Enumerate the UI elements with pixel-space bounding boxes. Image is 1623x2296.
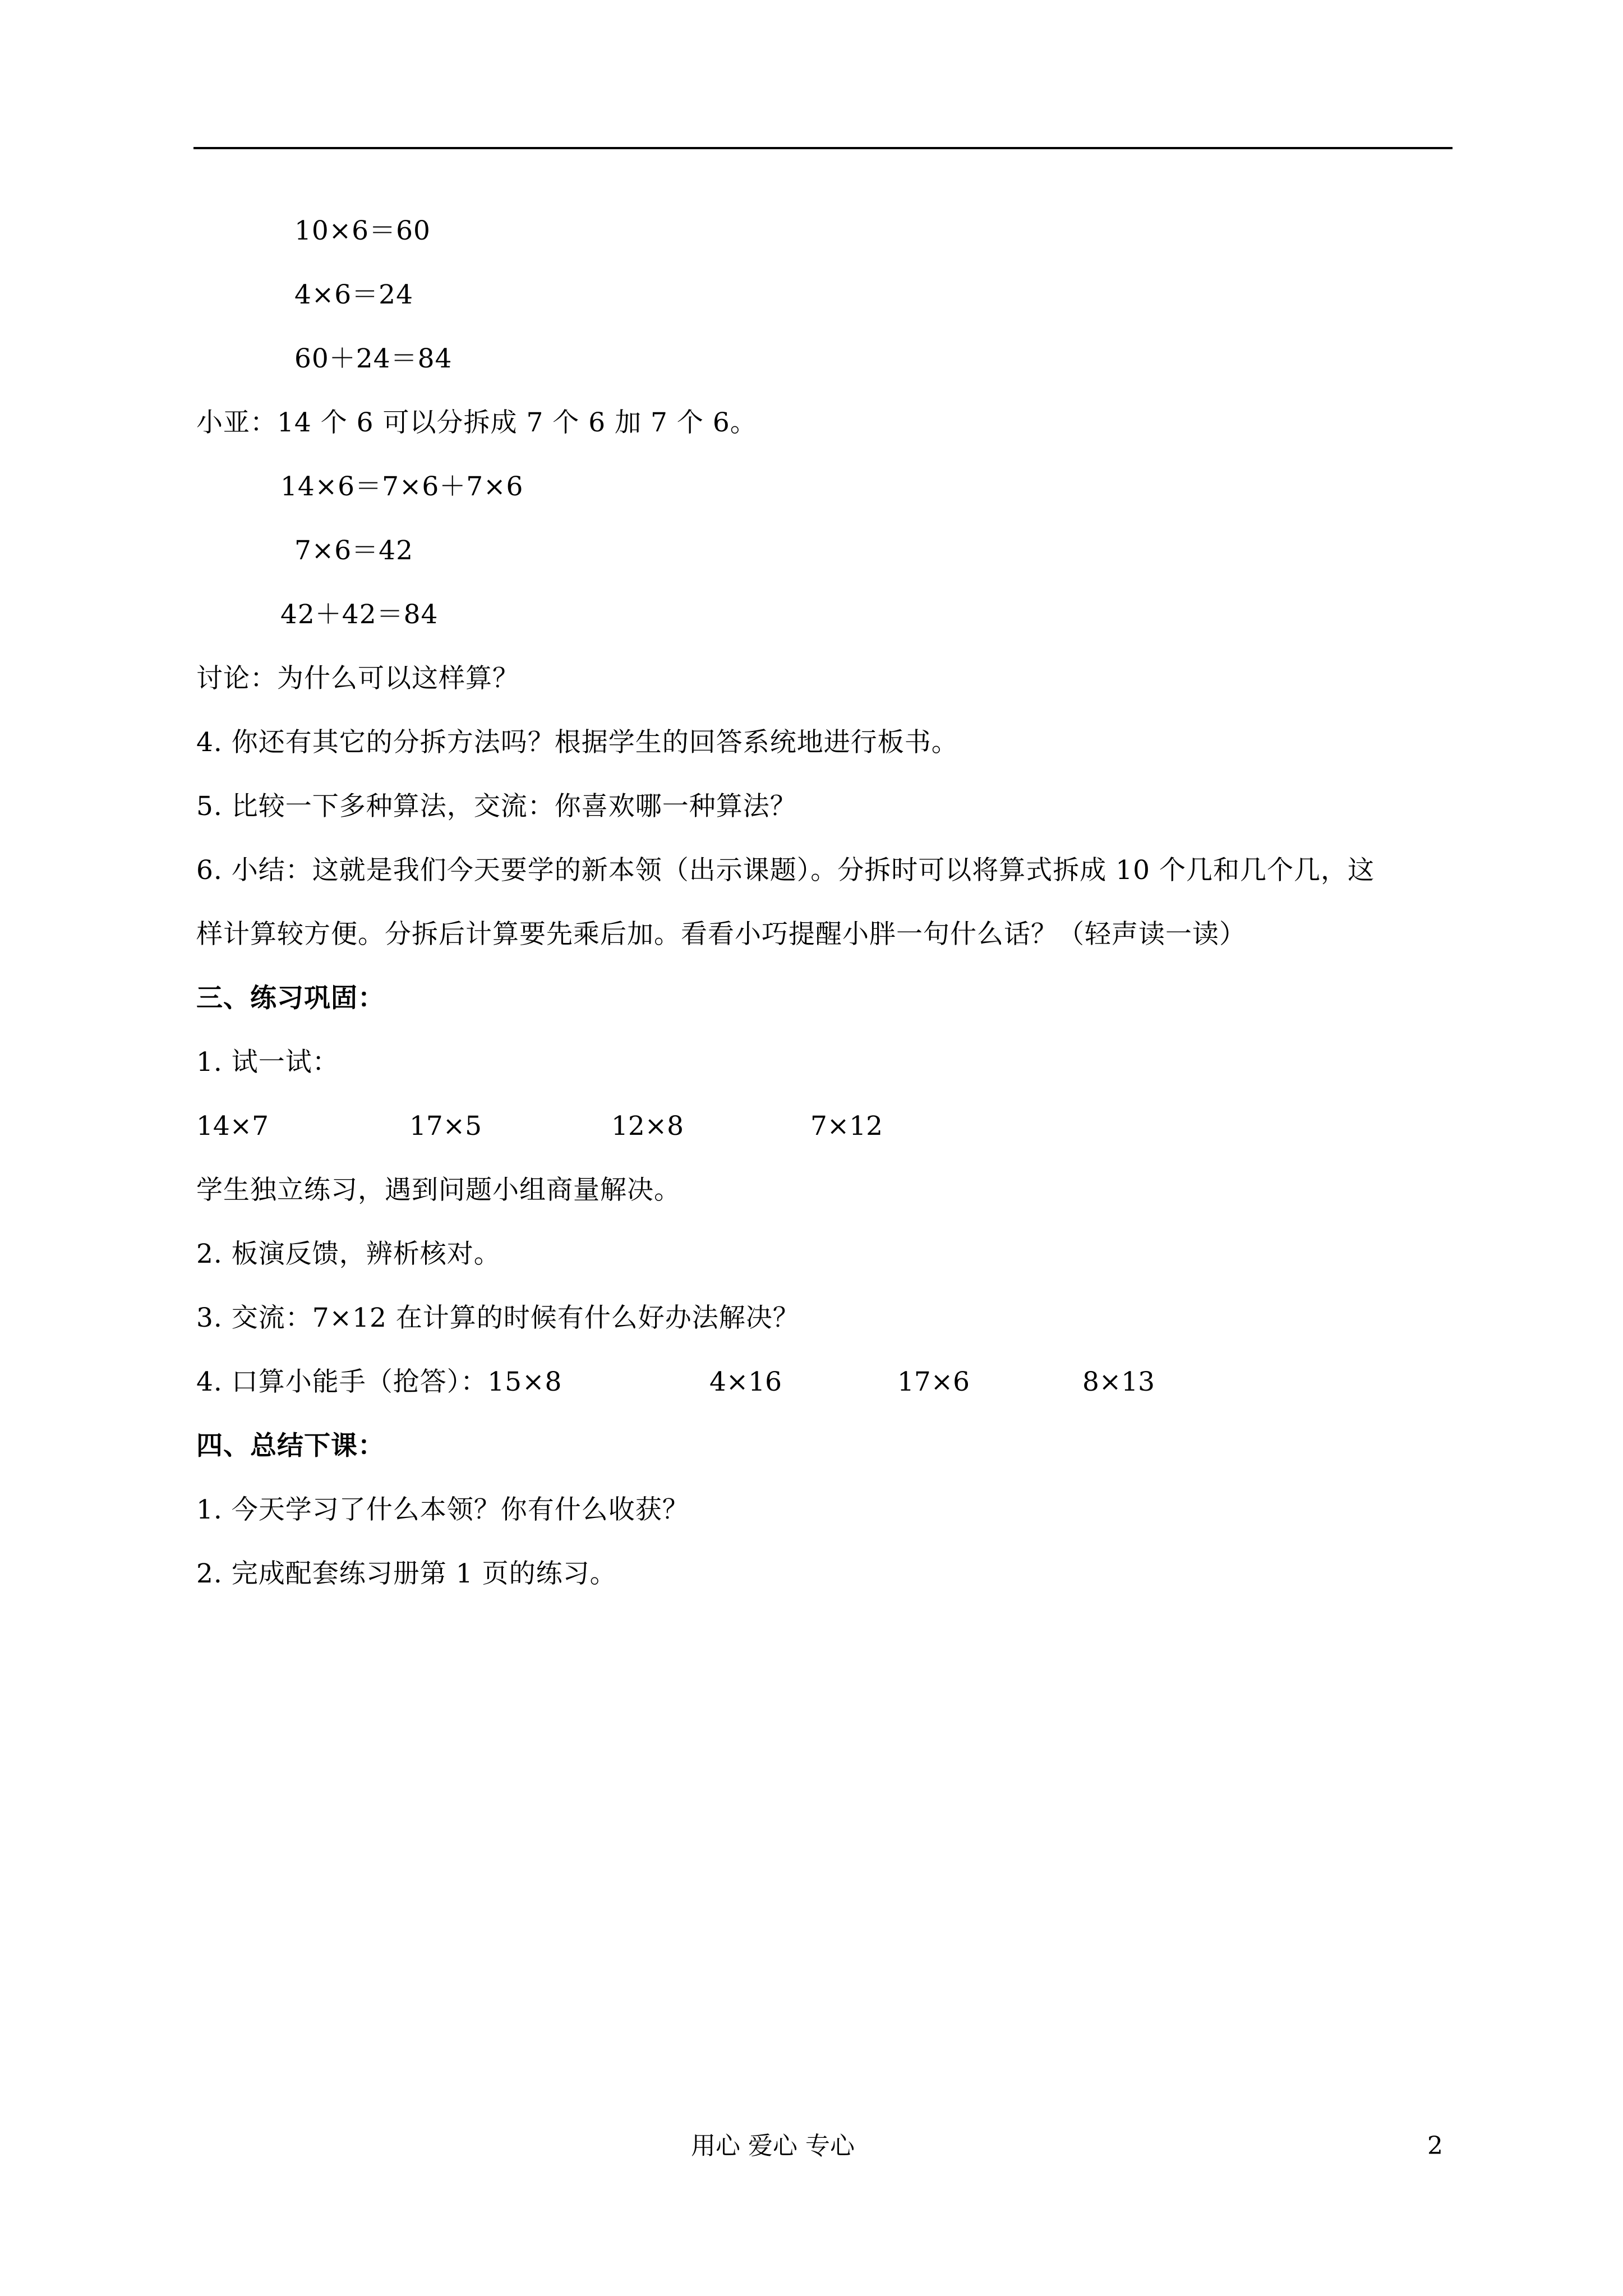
xiaoya-step-2: 7×6＝42 (294, 535, 413, 566)
section-3-item-2: 2. 板演反馈，辨析核对。 (196, 1239, 501, 1269)
exercise-2: 17×5 (409, 1111, 482, 1142)
step-5: 5. 比较一下多种算法，交流：你喜欢哪一种算法？ (196, 791, 797, 822)
exercise-4: 7×12 (810, 1111, 883, 1142)
mental-math-4: 8×13 (1082, 1366, 1155, 1397)
xiaoya-step-1: 14×6＝7×6＋7×6 (280, 471, 524, 502)
calc-line-2: 4×6＝24 (294, 279, 413, 310)
mental-math-2: 4×16 (709, 1366, 782, 1397)
exercise-3: 12×8 (611, 1111, 684, 1142)
section-3-heading: 三、练习巩固： (196, 983, 385, 1014)
section-3-item-1: 1. 试一试： (196, 1047, 339, 1078)
independent-practice: 学生独立练习，遇到问题小组商量解决。 (196, 1175, 681, 1205)
xiaoya-step-3: 42＋42＝84 (280, 599, 439, 630)
calc-line-3: 60＋24＝84 (294, 343, 453, 374)
step-6-line-2: 样计算较方便。分拆后计算要先乘后加。看看小巧提醒小胖一句什么话？（轻声读一读） (196, 919, 1246, 950)
page-number: 2 (1427, 2132, 1443, 2160)
section-4-heading: 四、总结下课： (196, 1430, 385, 1461)
xiaoya-intro: 小亚：14 个 6 可以分拆成 7 个 6 加 7 个 6。 (196, 407, 757, 438)
exercise-1: 14×7 (196, 1111, 269, 1142)
section-4-item-1: 1. 今天学习了什么本领？你有什么收获？ (196, 1494, 689, 1525)
discussion-line: 讨论：为什么可以这样算？ (196, 663, 519, 694)
mental-math-3: 17×6 (897, 1366, 970, 1397)
section-3-item-4: 4. 口算小能手（抢答）：15×8 (196, 1366, 562, 1397)
step-6-line-1: 6. 小结：这就是我们今天要学的新本领（出示课题）。分拆时可以将算式拆成 10 个几和几个几，这 (196, 855, 1375, 886)
footer-motto: 用心 爱心 专心 (691, 2132, 855, 2160)
section-3-item-3: 3. 交流：7×12 在计算的时候有什么好办法解决？ (196, 1303, 800, 1333)
step-4: 4. 你还有其它的分拆方法吗？根据学生的回答系统地进行板书。 (196, 727, 958, 758)
section-4-item-2: 2. 完成配套练习册第 1 页的练习。 (196, 1558, 617, 1589)
calc-line-1: 10×6＝60 (294, 215, 431, 246)
header-rule (193, 147, 1453, 149)
